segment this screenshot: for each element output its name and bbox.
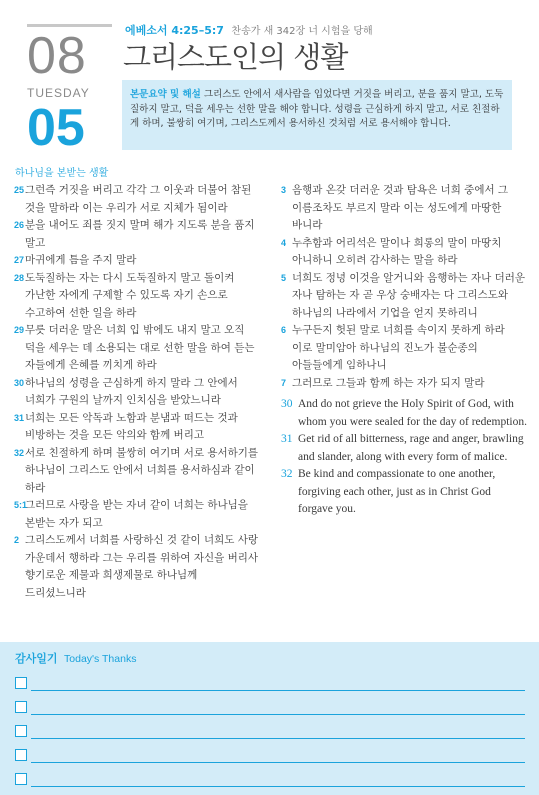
english-verse [281,466,527,519]
verse-number: 2 [14,535,20,545]
summary-text: 그리스도 안에서 새사람을 입었다면 거짓을 버리고, 분을 품지 말고, 도둑질하지 말고, 덕을 세우는 선한 말을 해야 합니다. 성령을 근심하게 하지 말고, 서로 친절하게 하며, 불쌍히 여기며, 그리스도께서 용서하신 것처럼 서로 용서해야 합니다. [130,89,504,129]
scripture-reference: 에베소서 4:25–5:7 [125,24,224,37]
verse [14,270,260,323]
verse-number: 30 [14,377,25,388]
section-label: 하나님을 본받는 생활 [15,168,109,179]
thanks-entry-row [15,747,525,765]
english-verse [281,431,527,466]
verse [14,532,260,602]
verse-text: 분을 내어도 죄를 짓지 말며 해가 지도록 분을 품지 말고 [25,219,255,249]
verse [14,182,260,217]
thanks-entry-row [15,675,525,693]
verse-number: 31 [14,412,25,423]
verse [14,375,260,410]
verse [14,322,260,375]
verse-number: 3 [281,185,287,195]
verse-text: 그러므로 사랑을 받는 자녀 같이 너희는 하나님을 본받는 자가 되고 [25,499,248,529]
verse-text: 서로 친절하게 하며 불쌍히 여기며 서로 용서하기를 하나님이 그리스도 안에서 너희를 용서하심과 같이 하라 [25,446,259,494]
thanks-journal-panel [0,642,539,795]
thanks-entry-row [15,699,525,717]
verse-text: 하나님의 성령을 근심하게 하지 말라 그 안에서 너희가 구원의 날까지 인치심을 받았느니라 [25,376,238,406]
verse-number: 31 [281,433,293,445]
verse-text: 너희는 모든 악독과 노함과 분냄과 떠드는 것과 비방하는 것을 모든 악의와 함께 버리고 [25,411,238,441]
thanks-checkbox[interactable] [15,677,27,689]
thanks-writing-line[interactable] [31,714,525,715]
verse [281,322,527,375]
verse [14,497,260,532]
verse-number: 4 [281,237,287,248]
verse-number: 32 [14,447,25,458]
english-verse [281,396,527,431]
thanks-checkbox[interactable] [15,701,27,713]
verse [281,182,527,235]
thanks-writing-line[interactable] [31,690,525,691]
english-verses [281,396,527,519]
verse-text: 너희도 정녕 이것을 알거니와 음행하는 자나 더러운 자나 탐하는 자 곧 우상 숭배자는 다 그리스도와 하나님의 나라에서 기업을 얻지 못하리니 [292,271,526,319]
summary-box [122,80,512,150]
thanks-entry-row [15,723,525,741]
verse-number: 26 [14,220,25,230]
thanks-checkbox[interactable] [15,773,27,785]
verse-number: 28 [14,272,25,283]
weekday: TUESDAY [27,86,90,100]
verse-number: 25 [14,185,25,195]
verse-text: Be kind and compassionate to one another, forgiving each other, just as in Christ God forgave you. [298,468,496,515]
verse-text: And do not grieve the Holy Spirit of God, with whom you were sealed for the day of redemption. [298,398,527,428]
verse-text: 누추함과 어리석은 말이나 희롱의 말이 마땅치 아니하니 오히려 감사하는 말을 하라 [292,236,502,266]
thanks-checkbox[interactable] [15,749,27,761]
thanks-title [15,650,136,666]
verse [281,270,527,323]
verse-number: 5 [281,272,287,283]
day-number: 05 [27,99,85,157]
month-number: 08 [27,27,87,85]
page-title: 그리스도인의 생활 [123,40,348,74]
verse-text: 그리스도께서 너희를 사랑하신 것 같이 너희도 사랑 가운데서 행하라 그는 우리를 위하여 자신을 버리사 향기로운 제물과 희생제물로 하나님께 드리셨느니라 [25,534,259,599]
verse-number: 7 [281,377,287,388]
left-verse-column [14,182,260,602]
verse [14,217,260,252]
verse-text: 누구든지 헛된 말로 너희를 속이지 못하게 하라 이로 말미암아 하나님의 진노가 불순종의 아들들에게 임하나니 [292,324,505,371]
right-verse-column [281,182,527,519]
verse [281,235,527,270]
hymn-reference: 찬송가 새 342장 너 시험을 당해 [231,26,373,37]
verse-number: 6 [281,325,287,335]
verse-text: 음행과 온갖 더러운 것과 탐욕은 너희 중에서 그 이름조차도 부르지 말라 이는 성도에게 마땅한 바니라 [292,184,509,231]
thanks-title-korean: 감사일기 [15,652,58,665]
thanks-writing-line[interactable] [31,786,525,787]
summary-label: 본문요약 및 해설 [130,89,201,100]
verse [281,375,527,393]
verse-text: 무릇 더러운 말은 너희 입 밖에도 내지 말고 오직 덕을 세우는 데 소용되는 대로 선한 말을 하여 듣는 자들에게 은혜를 끼치게 하라 [25,324,255,371]
thanks-title-english: Today's Thanks [64,653,137,665]
verse-number: 29 [14,325,25,335]
thanks-writing-line[interactable] [31,738,525,739]
verse-text: 도둑질하는 자는 다시 도둑질하지 말고 돌이켜 가난한 자에게 구제할 수 있도록 자기 손으로 수고하여 선한 일을 하라 [25,271,235,319]
verse-text: Get rid of all bitterness, rage and anger, brawling and slander, along with every form of malice. [298,433,524,463]
thanks-writing-line[interactable] [31,762,525,763]
verse [14,445,260,498]
verse-number: 32 [281,468,293,480]
verse-number: 27 [14,255,25,265]
thanks-entry-row [15,771,525,789]
verse [14,252,260,270]
thanks-checkbox[interactable] [15,725,27,737]
verse-text: 그러므로 그들과 함께 하는 자가 되지 말라 [292,376,485,389]
verse-text: 마귀에게 틈을 주지 말라 [25,254,137,266]
verse-number: 30 [281,398,293,410]
verse-text: 그런즉 거짓을 버리고 각각 그 이웃과 더불어 참된 것을 말하라 이는 우리가 서로 지체가 됨이라 [25,184,252,214]
verse-number: 5:1 [14,500,28,510]
verse [14,410,260,445]
